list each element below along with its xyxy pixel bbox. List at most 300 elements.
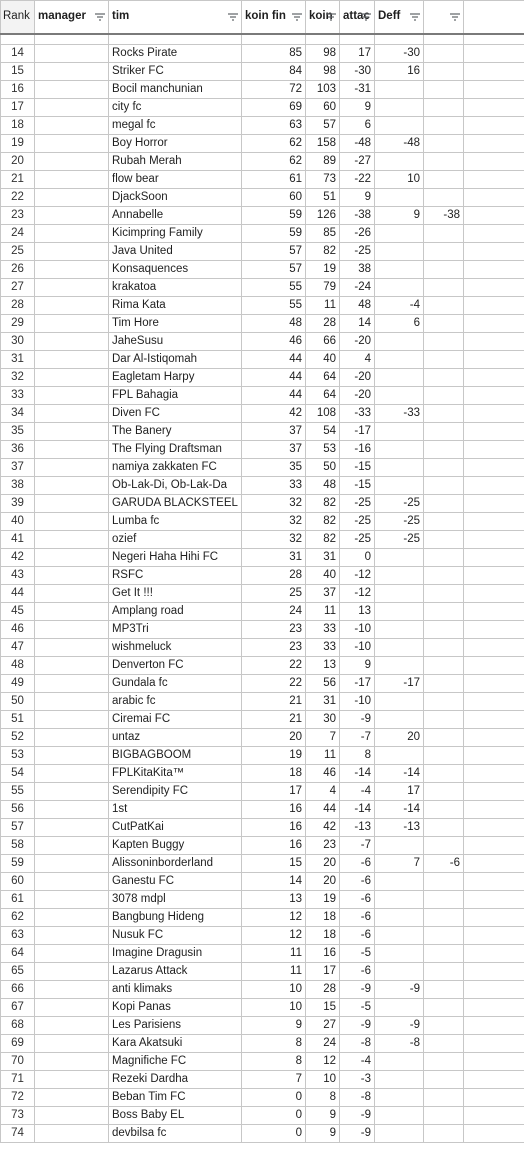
- column-header-attack[interactable]: [340, 1, 375, 34]
- attack-cell[interactable]: -14: [340, 801, 375, 819]
- koin-final-cell[interactable]: 62: [242, 135, 306, 153]
- team-cell[interactable]: Amplang road: [109, 603, 242, 621]
- team-cell[interactable]: Ob-Lak-Di, Ob-Lak-Da: [109, 477, 242, 495]
- rank-cell[interactable]: 63: [1, 927, 35, 945]
- attack-cell[interactable]: -8: [340, 1035, 375, 1053]
- koin-final-cell[interactable]: 8: [242, 1035, 306, 1053]
- blank-cell[interactable]: [464, 369, 524, 387]
- koin-cell[interactable]: 64: [306, 369, 340, 387]
- manager-cell[interactable]: [35, 297, 109, 315]
- extra-cell[interactable]: [424, 747, 464, 765]
- filter-icon[interactable]: [228, 13, 238, 21]
- manager-cell[interactable]: [35, 45, 109, 63]
- attack-cell[interactable]: 17: [340, 45, 375, 63]
- koin-cell[interactable]: 82: [306, 243, 340, 261]
- koin-final-cell[interactable]: 23: [242, 621, 306, 639]
- deff-cell[interactable]: [375, 963, 424, 981]
- extra-cell[interactable]: [424, 189, 464, 207]
- blank-cell[interactable]: [464, 1107, 524, 1125]
- attack-cell[interactable]: -20: [340, 333, 375, 351]
- rank-cell[interactable]: 68: [1, 1017, 35, 1035]
- attack-cell[interactable]: -14: [340, 765, 375, 783]
- koin-cell[interactable]: 31: [306, 693, 340, 711]
- manager-cell[interactable]: [35, 567, 109, 585]
- team-cell[interactable]: flow bear: [109, 171, 242, 189]
- attack-cell[interactable]: -12: [340, 567, 375, 585]
- koin-cell[interactable]: 44: [306, 801, 340, 819]
- team-cell[interactable]: Negeri Haha Hihi FC: [109, 549, 242, 567]
- koin-final-cell[interactable]: 12: [242, 909, 306, 927]
- koin-cell[interactable]: 54: [306, 423, 340, 441]
- deff-cell[interactable]: -17: [375, 675, 424, 693]
- koin-final-cell[interactable]: 37: [242, 441, 306, 459]
- deff-cell[interactable]: 16: [375, 63, 424, 81]
- blank-cell[interactable]: [464, 693, 524, 711]
- manager-cell[interactable]: [35, 927, 109, 945]
- manager-cell[interactable]: [35, 855, 109, 873]
- extra-cell[interactable]: [424, 819, 464, 837]
- rank-cell[interactable]: 50: [1, 693, 35, 711]
- manager-cell[interactable]: [35, 549, 109, 567]
- rank-cell[interactable]: 19: [1, 135, 35, 153]
- koin-cell[interactable]: 11: [306, 747, 340, 765]
- koin-final-cell[interactable]: 60: [242, 189, 306, 207]
- manager-cell[interactable]: [35, 603, 109, 621]
- attack-cell[interactable]: 38: [340, 261, 375, 279]
- team-cell[interactable]: 3078 mdpl: [109, 891, 242, 909]
- team-cell[interactable]: untaz: [109, 729, 242, 747]
- blank-cell[interactable]: [464, 819, 524, 837]
- column-header-manager[interactable]: [35, 1, 109, 34]
- attack-cell[interactable]: -13: [340, 819, 375, 837]
- attack-cell[interactable]: 14: [340, 315, 375, 333]
- rank-cell[interactable]: 65: [1, 963, 35, 981]
- team-cell[interactable]: Ganestu FC: [109, 873, 242, 891]
- team-cell[interactable]: 1st: [109, 801, 242, 819]
- koin-cell[interactable]: 158: [306, 135, 340, 153]
- rank-cell[interactable]: 73: [1, 1107, 35, 1125]
- blank-cell[interactable]: [464, 639, 524, 657]
- koin-cell[interactable]: 46: [306, 765, 340, 783]
- koin-final-cell[interactable]: 61: [242, 171, 306, 189]
- rank-cell[interactable]: 20: [1, 153, 35, 171]
- filter-icon[interactable]: [326, 13, 336, 21]
- manager-cell[interactable]: [35, 999, 109, 1017]
- blank-cell[interactable]: [464, 63, 524, 81]
- koin-final-cell[interactable]: 15: [242, 855, 306, 873]
- extra-cell[interactable]: [424, 243, 464, 261]
- manager-cell[interactable]: [35, 693, 109, 711]
- extra-cell[interactable]: [424, 963, 464, 981]
- deff-cell[interactable]: [375, 603, 424, 621]
- koin-final-cell[interactable]: 16: [242, 837, 306, 855]
- koin-cell[interactable]: 20: [306, 873, 340, 891]
- deff-cell[interactable]: [375, 189, 424, 207]
- attack-cell[interactable]: -16: [340, 441, 375, 459]
- koin-final-cell[interactable]: 0: [242, 1125, 306, 1143]
- rank-cell[interactable]: 64: [1, 945, 35, 963]
- extra-cell[interactable]: [424, 567, 464, 585]
- team-cell[interactable]: Rezeki Dardha: [109, 1071, 242, 1089]
- koin-cell[interactable]: 82: [306, 531, 340, 549]
- deff-cell[interactable]: [375, 999, 424, 1017]
- deff-cell[interactable]: [375, 1089, 424, 1107]
- manager-cell[interactable]: [35, 765, 109, 783]
- rank-cell[interactable]: 44: [1, 585, 35, 603]
- koin-cell[interactable]: 51: [306, 189, 340, 207]
- attack-cell[interactable]: -5: [340, 945, 375, 963]
- koin-cell[interactable]: 28: [306, 315, 340, 333]
- deff-cell[interactable]: -30: [375, 45, 424, 63]
- rank-cell[interactable]: 39: [1, 495, 35, 513]
- column-header-koin-final[interactable]: [242, 1, 306, 34]
- blank-cell[interactable]: [464, 81, 524, 99]
- blank-cell[interactable]: [464, 189, 524, 207]
- extra-cell[interactable]: [424, 837, 464, 855]
- deff-cell[interactable]: 7: [375, 855, 424, 873]
- manager-cell[interactable]: [35, 729, 109, 747]
- deff-cell[interactable]: [375, 639, 424, 657]
- manager-cell[interactable]: [35, 747, 109, 765]
- rank-cell[interactable]: 54: [1, 765, 35, 783]
- attack-cell[interactable]: -8: [340, 1089, 375, 1107]
- team-cell[interactable]: FPLKitaKita™: [109, 765, 242, 783]
- rank-cell[interactable]: 74: [1, 1125, 35, 1143]
- blank-cell[interactable]: [464, 45, 524, 63]
- attack-cell[interactable]: -4: [340, 783, 375, 801]
- rank-cell[interactable]: 17: [1, 99, 35, 117]
- extra-cell[interactable]: [424, 333, 464, 351]
- koin-final-cell[interactable]: 18: [242, 765, 306, 783]
- attack-cell[interactable]: -26: [340, 225, 375, 243]
- team-cell[interactable]: namiya zakkaten FC: [109, 459, 242, 477]
- team-cell[interactable]: Diven FC: [109, 405, 242, 423]
- koin-cell[interactable]: 57: [306, 117, 340, 135]
- extra-cell[interactable]: [424, 783, 464, 801]
- filter-icon[interactable]: [292, 13, 302, 21]
- koin-final-cell[interactable]: 32: [242, 495, 306, 513]
- koin-final-cell[interactable]: 7: [242, 1071, 306, 1089]
- manager-cell[interactable]: [35, 477, 109, 495]
- deff-cell[interactable]: [375, 837, 424, 855]
- koin-final-cell[interactable]: 17: [242, 783, 306, 801]
- blank-cell[interactable]: [464, 315, 524, 333]
- rank-cell[interactable]: 42: [1, 549, 35, 567]
- team-cell[interactable]: Dar Al-Istiqomah: [109, 351, 242, 369]
- rank-cell[interactable]: 22: [1, 189, 35, 207]
- blank-cell[interactable]: [464, 441, 524, 459]
- koin-final-cell[interactable]: 46: [242, 333, 306, 351]
- deff-cell[interactable]: -9: [375, 981, 424, 999]
- manager-cell[interactable]: [35, 441, 109, 459]
- rank-cell[interactable]: 36: [1, 441, 35, 459]
- blank-cell[interactable]: [464, 459, 524, 477]
- koin-final-cell[interactable]: 23: [242, 639, 306, 657]
- extra-cell[interactable]: [424, 1125, 464, 1143]
- deff-cell[interactable]: [375, 279, 424, 297]
- deff-cell[interactable]: [375, 693, 424, 711]
- team-cell[interactable]: Bocil manchunian: [109, 81, 242, 99]
- team-cell[interactable]: Rubah Merah: [109, 153, 242, 171]
- manager-cell[interactable]: [35, 459, 109, 477]
- extra-cell[interactable]: [424, 873, 464, 891]
- cell[interactable]: [340, 34, 375, 45]
- attack-cell[interactable]: 13: [340, 603, 375, 621]
- rank-cell[interactable]: 46: [1, 621, 35, 639]
- team-cell[interactable]: GARUDA BLACKSTEEL: [109, 495, 242, 513]
- manager-cell[interactable]: [35, 405, 109, 423]
- extra-cell[interactable]: [424, 945, 464, 963]
- extra-cell[interactable]: [424, 45, 464, 63]
- koin-final-cell[interactable]: 44: [242, 387, 306, 405]
- manager-cell[interactable]: [35, 621, 109, 639]
- koin-cell[interactable]: 24: [306, 1035, 340, 1053]
- attack-cell[interactable]: -25: [340, 495, 375, 513]
- deff-cell[interactable]: [375, 225, 424, 243]
- blank-cell[interactable]: [464, 747, 524, 765]
- deff-cell[interactable]: -25: [375, 495, 424, 513]
- extra-cell[interactable]: [424, 63, 464, 81]
- deff-cell[interactable]: [375, 243, 424, 261]
- blank-cell[interactable]: [464, 621, 524, 639]
- koin-cell[interactable]: 42: [306, 819, 340, 837]
- extra-cell[interactable]: [424, 225, 464, 243]
- attack-cell[interactable]: -25: [340, 243, 375, 261]
- manager-cell[interactable]: [35, 1053, 109, 1071]
- manager-cell[interactable]: [35, 801, 109, 819]
- blank-cell[interactable]: [464, 261, 524, 279]
- manager-cell[interactable]: [35, 261, 109, 279]
- extra-cell[interactable]: [424, 657, 464, 675]
- attack-cell[interactable]: -6: [340, 963, 375, 981]
- rank-cell[interactable]: 15: [1, 63, 35, 81]
- koin-cell[interactable]: 18: [306, 927, 340, 945]
- blank-cell[interactable]: [464, 387, 524, 405]
- team-cell[interactable]: Striker FC: [109, 63, 242, 81]
- deff-cell[interactable]: [375, 711, 424, 729]
- koin-final-cell[interactable]: 10: [242, 981, 306, 999]
- blank-cell[interactable]: [464, 729, 524, 747]
- team-cell[interactable]: wishmeluck: [109, 639, 242, 657]
- attack-cell[interactable]: -4: [340, 1053, 375, 1071]
- rank-cell[interactable]: 31: [1, 351, 35, 369]
- team-cell[interactable]: arabic fc: [109, 693, 242, 711]
- koin-final-cell[interactable]: 21: [242, 711, 306, 729]
- manager-cell[interactable]: [35, 1107, 109, 1125]
- rank-cell[interactable]: 29: [1, 315, 35, 333]
- team-cell[interactable]: CutPatKai: [109, 819, 242, 837]
- manager-cell[interactable]: [35, 333, 109, 351]
- attack-cell[interactable]: -12: [340, 585, 375, 603]
- extra-cell[interactable]: [424, 621, 464, 639]
- column-header-tim[interactable]: [109, 1, 242, 34]
- manager-cell[interactable]: [35, 171, 109, 189]
- manager-cell[interactable]: [35, 891, 109, 909]
- deff-cell[interactable]: 10: [375, 171, 424, 189]
- extra-cell[interactable]: [424, 81, 464, 99]
- koin-final-cell[interactable]: 0: [242, 1089, 306, 1107]
- extra-cell[interactable]: [424, 387, 464, 405]
- deff-cell[interactable]: [375, 891, 424, 909]
- team-cell[interactable]: Boss Baby EL: [109, 1107, 242, 1125]
- filter-icon[interactable]: [95, 13, 105, 21]
- team-cell[interactable]: Denverton FC: [109, 657, 242, 675]
- manager-cell[interactable]: [35, 873, 109, 891]
- team-cell[interactable]: Beban Tim FC: [109, 1089, 242, 1107]
- blank-cell[interactable]: [464, 1053, 524, 1071]
- manager-cell[interactable]: [35, 1089, 109, 1107]
- koin-cell[interactable]: 8: [306, 1089, 340, 1107]
- koin-cell[interactable]: 82: [306, 513, 340, 531]
- deff-cell[interactable]: [375, 549, 424, 567]
- blank-cell[interactable]: [464, 513, 524, 531]
- manager-cell[interactable]: [35, 99, 109, 117]
- koin-final-cell[interactable]: 28: [242, 567, 306, 585]
- rank-cell[interactable]: 67: [1, 999, 35, 1017]
- extra-cell[interactable]: [424, 117, 464, 135]
- blank-cell[interactable]: [464, 711, 524, 729]
- manager-cell[interactable]: [35, 513, 109, 531]
- deff-cell[interactable]: [375, 99, 424, 117]
- manager-cell[interactable]: [35, 189, 109, 207]
- extra-cell[interactable]: -38: [424, 207, 464, 225]
- extra-cell[interactable]: [424, 1089, 464, 1107]
- rank-cell[interactable]: 60: [1, 873, 35, 891]
- attack-cell[interactable]: -10: [340, 693, 375, 711]
- manager-cell[interactable]: [35, 369, 109, 387]
- extra-cell[interactable]: [424, 99, 464, 117]
- manager-cell[interactable]: [35, 423, 109, 441]
- blank-cell[interactable]: [464, 765, 524, 783]
- koin-final-cell[interactable]: 35: [242, 459, 306, 477]
- deff-cell[interactable]: 20: [375, 729, 424, 747]
- attack-cell[interactable]: 0: [340, 549, 375, 567]
- team-cell[interactable]: Annabelle: [109, 207, 242, 225]
- rank-cell[interactable]: 56: [1, 801, 35, 819]
- rank-cell[interactable]: 51: [1, 711, 35, 729]
- rank-cell[interactable]: 14: [1, 45, 35, 63]
- koin-final-cell[interactable]: 19: [242, 747, 306, 765]
- deff-cell[interactable]: -48: [375, 135, 424, 153]
- cell[interactable]: [242, 34, 306, 45]
- attack-cell[interactable]: -17: [340, 675, 375, 693]
- manager-cell[interactable]: [35, 351, 109, 369]
- attack-cell[interactable]: 6: [340, 117, 375, 135]
- blank-cell[interactable]: [464, 405, 524, 423]
- blank-cell[interactable]: [464, 495, 524, 513]
- column-header-rank[interactable]: [1, 1, 35, 34]
- blank-cell[interactable]: [464, 477, 524, 495]
- blank-cell[interactable]: [464, 225, 524, 243]
- extra-cell[interactable]: -6: [424, 855, 464, 873]
- extra-cell[interactable]: [424, 1017, 464, 1035]
- koin-final-cell[interactable]: 11: [242, 945, 306, 963]
- attack-cell[interactable]: -15: [340, 459, 375, 477]
- manager-cell[interactable]: [35, 63, 109, 81]
- extra-cell[interactable]: [424, 1035, 464, 1053]
- blank-cell[interactable]: [464, 207, 524, 225]
- rank-cell[interactable]: 55: [1, 783, 35, 801]
- manager-cell[interactable]: [35, 783, 109, 801]
- team-cell[interactable]: devbilsa fc: [109, 1125, 242, 1143]
- blank-cell[interactable]: [464, 891, 524, 909]
- filter-icon[interactable]: [361, 13, 371, 21]
- cell[interactable]: [375, 34, 424, 45]
- extra-cell[interactable]: [424, 279, 464, 297]
- manager-cell[interactable]: [35, 207, 109, 225]
- team-cell[interactable]: Alissoninborderland: [109, 855, 242, 873]
- koin-final-cell[interactable]: 11: [242, 963, 306, 981]
- manager-cell[interactable]: [35, 819, 109, 837]
- attack-cell[interactable]: -33: [340, 405, 375, 423]
- team-cell[interactable]: Imagine Dragusin: [109, 945, 242, 963]
- team-cell[interactable]: Bangbung Hideng: [109, 909, 242, 927]
- koin-final-cell[interactable]: 32: [242, 531, 306, 549]
- koin-cell[interactable]: 53: [306, 441, 340, 459]
- attack-cell[interactable]: -5: [340, 999, 375, 1017]
- team-cell[interactable]: Konsaquences: [109, 261, 242, 279]
- koin-final-cell[interactable]: 33: [242, 477, 306, 495]
- koin-cell[interactable]: 73: [306, 171, 340, 189]
- deff-cell[interactable]: 9: [375, 207, 424, 225]
- deff-cell[interactable]: [375, 261, 424, 279]
- team-cell[interactable]: krakatoa: [109, 279, 242, 297]
- attack-cell[interactable]: -3: [340, 1071, 375, 1089]
- extra-cell[interactable]: [424, 513, 464, 531]
- deff-cell[interactable]: -25: [375, 513, 424, 531]
- blank-cell[interactable]: [464, 297, 524, 315]
- extra-cell[interactable]: [424, 585, 464, 603]
- koin-cell[interactable]: 15: [306, 999, 340, 1017]
- team-cell[interactable]: DjackSoon: [109, 189, 242, 207]
- deff-cell[interactable]: [375, 477, 424, 495]
- blank-cell[interactable]: [464, 423, 524, 441]
- koin-cell[interactable]: 48: [306, 477, 340, 495]
- koin-final-cell[interactable]: 20: [242, 729, 306, 747]
- extra-cell[interactable]: [424, 909, 464, 927]
- rank-cell[interactable]: 32: [1, 369, 35, 387]
- deff-cell[interactable]: [375, 81, 424, 99]
- rank-cell[interactable]: 62: [1, 909, 35, 927]
- koin-final-cell[interactable]: 32: [242, 513, 306, 531]
- koin-cell[interactable]: 108: [306, 405, 340, 423]
- team-cell[interactable]: Boy Horror: [109, 135, 242, 153]
- deff-cell[interactable]: [375, 1053, 424, 1071]
- manager-cell[interactable]: [35, 945, 109, 963]
- koin-cell[interactable]: 33: [306, 621, 340, 639]
- blank-cell[interactable]: [464, 837, 524, 855]
- koin-final-cell[interactable]: 0: [242, 1107, 306, 1125]
- team-cell[interactable]: The Banery: [109, 423, 242, 441]
- koin-cell[interactable]: 56: [306, 675, 340, 693]
- rank-cell[interactable]: 52: [1, 729, 35, 747]
- extra-cell[interactable]: [424, 495, 464, 513]
- koin-final-cell[interactable]: 57: [242, 261, 306, 279]
- koin-cell[interactable]: 40: [306, 351, 340, 369]
- deff-cell[interactable]: [375, 657, 424, 675]
- koin-cell[interactable]: 66: [306, 333, 340, 351]
- blank-cell[interactable]: [464, 1017, 524, 1035]
- deff-cell[interactable]: 17: [375, 783, 424, 801]
- extra-cell[interactable]: [424, 891, 464, 909]
- attack-cell[interactable]: -48: [340, 135, 375, 153]
- attack-cell[interactable]: -10: [340, 621, 375, 639]
- deff-cell[interactable]: [375, 909, 424, 927]
- koin-final-cell[interactable]: 48: [242, 315, 306, 333]
- attack-cell[interactable]: -6: [340, 873, 375, 891]
- attack-cell[interactable]: -27: [340, 153, 375, 171]
- koin-cell[interactable]: 20: [306, 855, 340, 873]
